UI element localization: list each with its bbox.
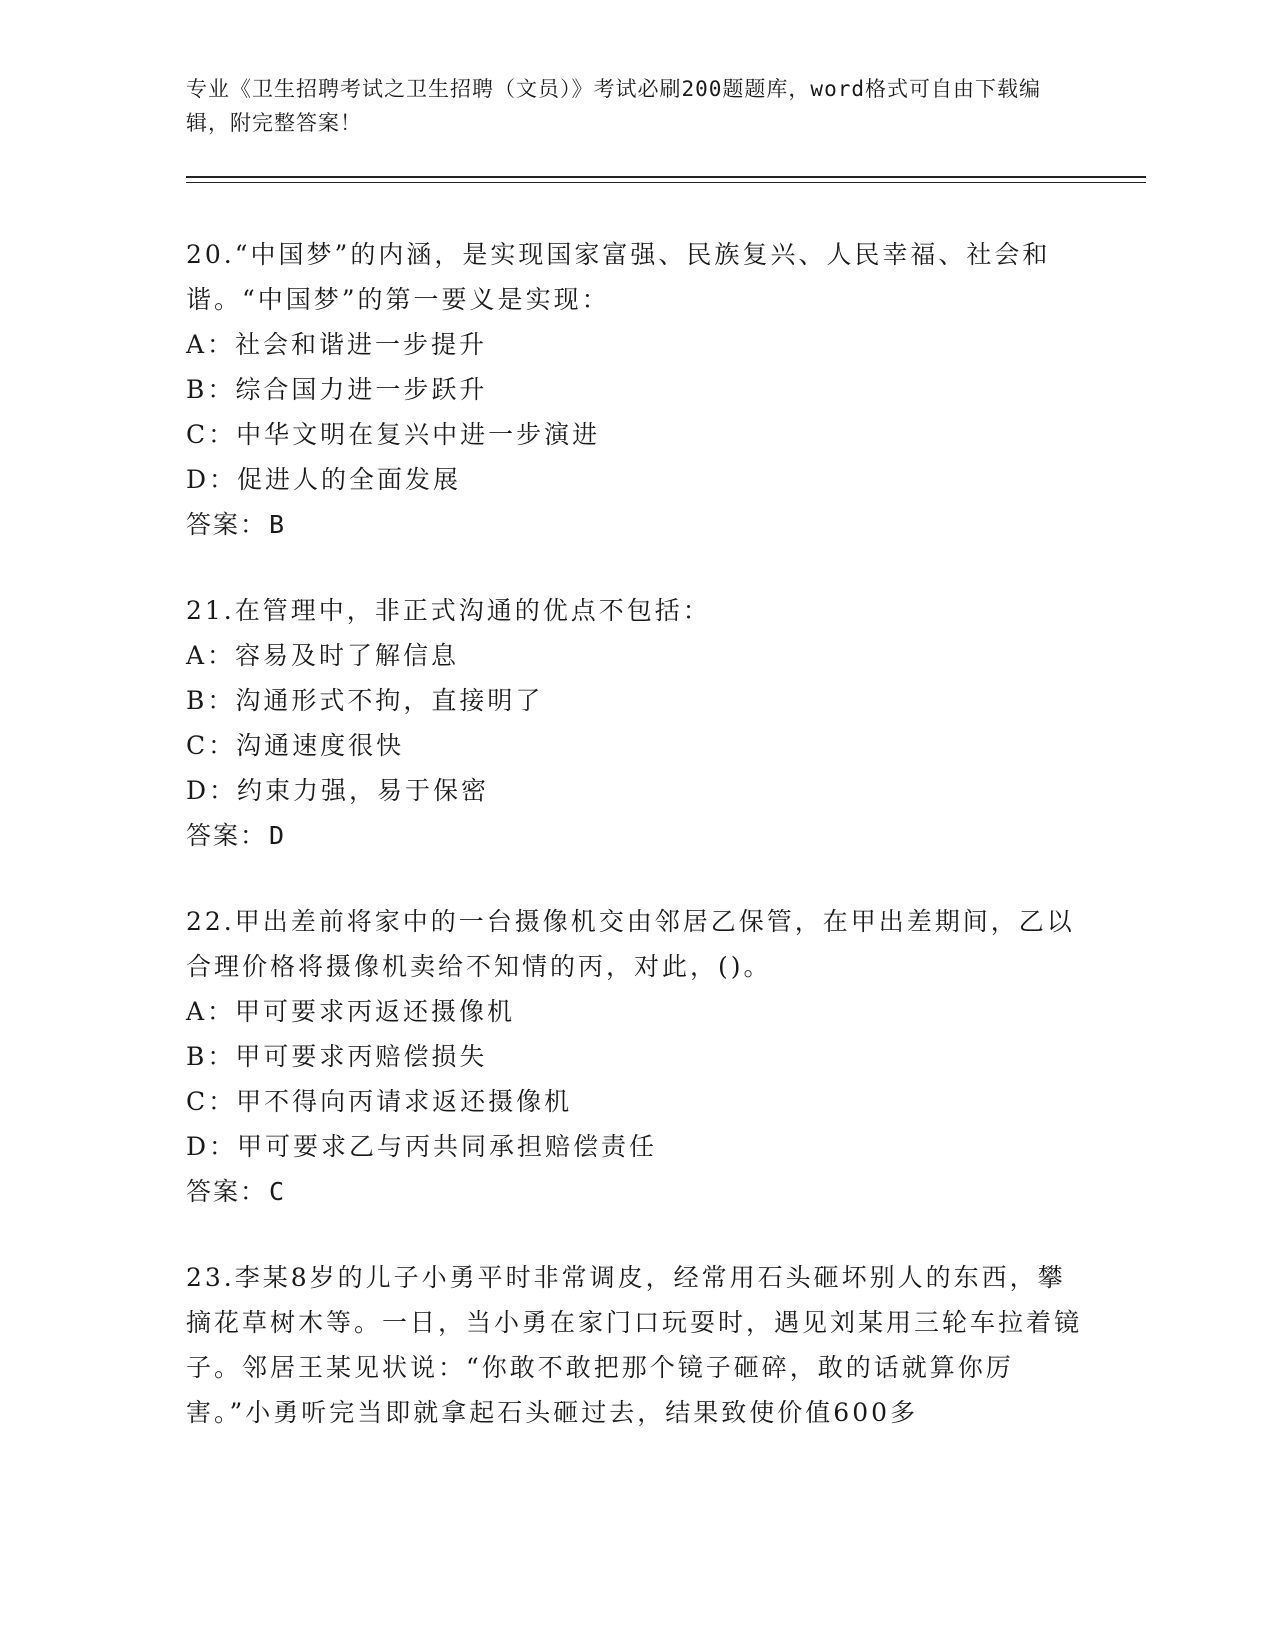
question-text: 23.李某8岁的儿子小勇平时非常调皮，经常用石头砸坏别人的东西，攀摘花草树木等。一日，当小勇在家门口玩耍时，遇见刘某用三轮车拉着镜子。邻居王某见状说：“你敢不敢把那个镜子砸碎，敢的话就算你厉害。”小勇听完当即就拿起石头砸过去，结果致使价值600多: [186, 1263, 1083, 1427]
option-d: D：甲可要求乙与丙共同承担赔偿责任: [186, 1132, 658, 1161]
question-list: [186, 232, 1086, 1476]
document-header: 专业《卫生招聘考试之卫生招聘（文员）》考试必刷200题题库，word格式可自由下载编辑，附完整答案！: [186, 77, 1041, 135]
answer-line: [186, 813, 1086, 858]
question-text: 21.在管理中，非正式沟通的优点不包括：: [186, 596, 711, 625]
option-d: D：促进人的全面发展: [186, 465, 462, 494]
option-c: C：甲不得向丙请求返还摄像机: [186, 1087, 573, 1116]
question-text: 22.甲出差前将家中的一台摄像机交由邻居乙保管，在甲出差期间，乙以合理价格将摄像机卖给不知情的丙，对此，()。: [186, 907, 1075, 981]
option-a: A：甲可要求丙返还摄像机: [186, 997, 516, 1026]
answer-line: [186, 1169, 1086, 1214]
option-c: C：沟通速度很快: [186, 731, 405, 760]
option-c: C：中华文明在复兴中进一步演进: [186, 420, 601, 449]
option-a: A：社会和谐进一步提升: [186, 330, 488, 359]
option-b: B：综合国力进一步跃升: [186, 375, 488, 404]
question-22: [186, 899, 1086, 1214]
option-b: B：沟通形式不拘，直接明了: [186, 686, 544, 715]
option-d: D：约束力强，易于保密: [186, 776, 490, 805]
answer-value: B: [269, 510, 287, 539]
option-a: A：容易及时了解信息: [186, 641, 460, 670]
answer-value: C: [269, 1177, 287, 1206]
header-divider-thin: [186, 182, 1146, 183]
answer-label: 答案：: [186, 821, 268, 850]
answer-label: 答案：: [186, 510, 268, 539]
answer-label: 答案：: [186, 1177, 268, 1206]
header-divider-thick: [186, 176, 1146, 178]
question-21: [186, 588, 1086, 858]
question-20: [186, 232, 1086, 547]
question-23: [186, 1255, 1086, 1435]
option-b: B：甲可要求丙赔偿损失: [186, 1042, 488, 1071]
answer-value: D: [269, 821, 287, 850]
question-text: 20.“中国梦”的内涵，是实现国家富强、民族复兴、人民幸福、社会和谐。“中国梦”的第一要义是实现：: [186, 240, 1051, 314]
answer-line: [186, 502, 1086, 547]
